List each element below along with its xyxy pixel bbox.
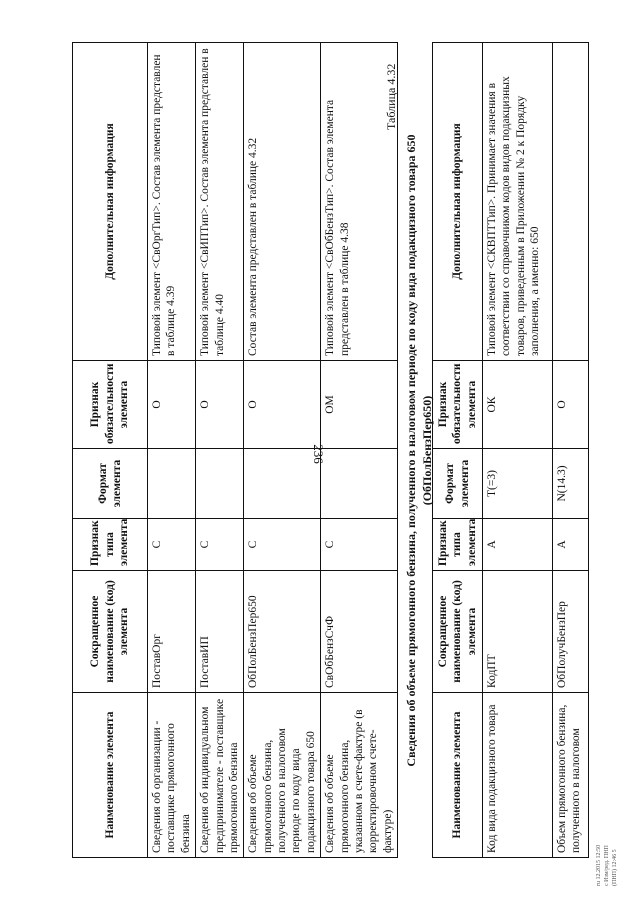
cell-name: Код вида подакцизного товара: [483, 693, 553, 858]
cell-code: ПоставИП: [196, 571, 244, 693]
cell-format: [196, 449, 244, 519]
cell-required: ОК: [483, 361, 553, 449]
header-info: Дополнительная информация: [433, 43, 483, 361]
cell-code: ОбПолучБензПер: [553, 571, 589, 693]
cell-type: С: [148, 519, 196, 571]
footer-stamp-line: с Изм/ред. ПНП (ПНП) 12:46 5: [603, 845, 618, 886]
cell-info: Типовой элемент <СвОргТип>. Состав элемента представлен в таблице 4.39: [148, 43, 196, 361]
page-number: 236: [311, 444, 326, 464]
header-required: Признак обязательности элемента: [433, 361, 483, 449]
table-row: [553, 43, 589, 858]
cell-info: Типовой элемент <СКВПТТип>. Принимает значения в соответствии со справочником кодов видов подакцизных товаров, приведенным в Приложении № 2 к Порядку заполнения, а именно: 650: [483, 43, 553, 361]
cell-name: Сведения об объеме прямогонного бензина, полученного в налоговом периоде по коду вида подакцизного товара 650: [244, 693, 321, 858]
cell-required: О: [196, 361, 244, 449]
cell-type: С: [321, 519, 398, 571]
table-title: [404, 43, 435, 858]
cell-code: ПоставОрг: [148, 571, 196, 693]
cell-code: ОбПолБензПер650: [244, 571, 321, 693]
footer-stamp: [596, 842, 619, 886]
cell-required: О: [553, 361, 589, 449]
bottom-table-wrapper: [432, 43, 589, 858]
header-format: Формат элемента: [73, 449, 148, 519]
cell-type: А: [483, 519, 553, 571]
table-row: [483, 43, 553, 858]
cell-format: [244, 449, 321, 519]
cell-type: А: [553, 519, 589, 571]
table-row: [196, 43, 244, 858]
header-name: Наименование элемента: [433, 693, 483, 858]
table-row: [321, 43, 398, 858]
cell-name: Объем прямогонного бензина, полученного в налоговом: [553, 693, 589, 858]
cell-format: [148, 449, 196, 519]
header-code: Сокращенное наименование (код) элемента: [433, 571, 483, 693]
cell-type: С: [196, 519, 244, 571]
table-row: [244, 43, 321, 858]
cell-required: О: [148, 361, 196, 449]
header-type: Признак типа элемента: [73, 519, 148, 571]
table-number: Таблица 4.32: [384, 63, 398, 130]
header-format: Формат элемента: [433, 449, 483, 519]
header-info: Дополнительная информация: [73, 43, 148, 361]
cell-info: Типовой элемент <СвИПТип>. Состав элемента представлен в таблице 4.40: [196, 43, 244, 361]
bottom-table: [432, 42, 589, 858]
cell-type: С: [244, 519, 321, 571]
header-name: Наименование элемента: [73, 693, 148, 858]
table-title-text: Сведения об объеме прямогонного бензина, полученного в налоговом периоде по коду вида подакцизного товара 650: [404, 134, 418, 767]
cell-format: T(=3): [483, 449, 553, 519]
cell-info: [553, 43, 589, 361]
footer-stamp-line: ru 12.2015 12:50: [596, 844, 602, 886]
cell-format: N(14.3): [553, 449, 589, 519]
cell-info: Типовой элемент <СвОбБензТип>. Состав элемента представлен в таблице 4.38: [321, 43, 398, 361]
cell-name: Сведения об организации - поставщике прямогонного бензина: [148, 693, 196, 858]
header-required: Признак обязательности элемента: [73, 361, 148, 449]
table-title-code: (ОбПолБензПер650): [419, 395, 434, 506]
header-type: Признак типа элемента: [433, 519, 483, 571]
table-row: [148, 43, 196, 858]
cell-name: Сведения об объеме прямогонного бензина, указанном в счете-фактуре (в корректировочном счете-фактуре): [321, 693, 398, 858]
top-table: [72, 42, 398, 858]
header-code: Сокращенное наименование (код) элемента: [73, 571, 148, 693]
cell-required: О: [244, 361, 321, 449]
cell-name: Сведения об индивидуальном предпринимателе - поставщике прямогонного бензина: [196, 693, 244, 858]
top-table-wrapper: [72, 43, 398, 858]
cell-info: Состав элемента представлен в таблице 4.32: [244, 43, 321, 361]
cell-required: ОМ: [321, 361, 398, 449]
cell-code: СвОбБензСчФ: [321, 571, 398, 693]
cell-format: [321, 449, 398, 519]
cell-code: КодПТ: [483, 571, 553, 693]
